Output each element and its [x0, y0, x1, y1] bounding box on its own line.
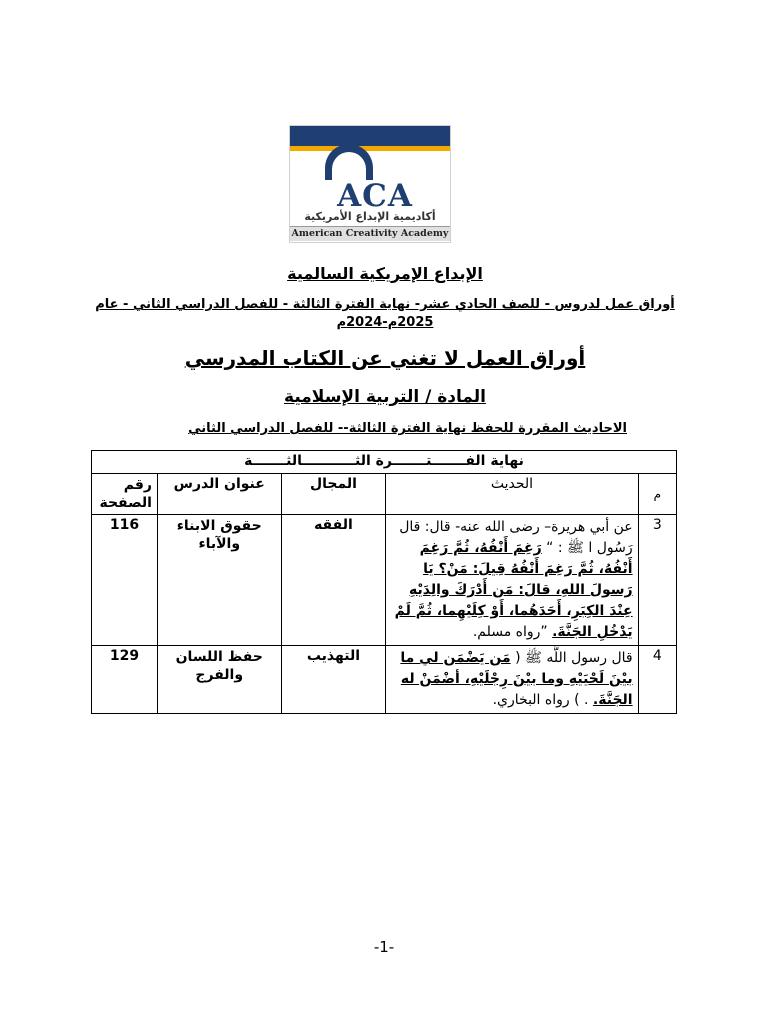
logo-english-name: American Creativity Academy	[291, 228, 449, 239]
lesson-title-cell: حفظ اللسان والفرج	[157, 646, 281, 714]
column-header-lesson-title: عنوان الدرس	[157, 474, 281, 515]
hadith-cell	[386, 515, 638, 646]
table-row	[92, 646, 677, 714]
table-banner: نهاية الفـــــــتـــــــرة الثـــــــــــالثـــــــة	[92, 451, 677, 474]
logo-top-band	[290, 126, 450, 146]
table-header-row	[92, 474, 677, 515]
logo-gold-stripe	[290, 146, 450, 151]
hadith-table	[91, 450, 677, 714]
table-banner-row	[92, 451, 677, 474]
hadith-source: ”رواه مسلم.	[472, 624, 548, 640]
column-header-page: رقم الصفحة	[92, 474, 158, 515]
column-header-hadith: الحديث	[386, 474, 638, 515]
page-cell: 116	[92, 515, 158, 646]
field-cell: التهذيب	[281, 646, 386, 714]
lesson-title-cell: حقوق الابناء والآباء	[157, 515, 281, 646]
hadith-intro: عن أبي هريرة– رضى الله عنه- قال: قال رَسُول ا ﷺ : “	[399, 519, 633, 556]
school-name: الإبداع الإمريكية السالمية	[287, 264, 483, 283]
column-header-field: المجال	[281, 474, 386, 515]
logo-letters: ACA	[337, 178, 413, 214]
row-number: 4	[638, 646, 676, 714]
table-row	[92, 515, 677, 646]
column-header-num: م	[638, 474, 676, 515]
page-number: -1-	[373, 938, 395, 956]
section-title: الاحاديث المقررة للحفظ نهاية الفترة الثالثة-- للفصل الدراسي الثاني	[188, 421, 627, 436]
page-cell: 129	[92, 646, 158, 714]
subject-title: المادة / التربية الإسلامية	[284, 387, 486, 407]
hadith-source: . ) رواه البخاري.	[492, 692, 589, 708]
hadith-intro: قال رسول اللَّه ﷺ (	[515, 650, 633, 666]
main-title: أوراق العمل لا تغني عن الكتاب المدرسي	[184, 346, 586, 370]
field-cell: الفقه	[281, 515, 386, 646]
worksheet-subtitle: أوراق عمل لدروس - للصف الحادي عشر- نهاية الفترة الثالثة - للفصل الدراسي الثاني - عام 2025م-2024م	[95, 297, 675, 330]
academy-logo	[289, 125, 451, 243]
logo-arabic-name: أكاديمية الإبداع الأمريكية	[304, 210, 436, 223]
hadith-text: رَغِمَ أَنْفُهُ، ثُمَّ رَغِمَ أَنْفُهُ، ثُمَّ رَغِمَ أَنْفُهُ قِيلَ: مَنْ؟ يَا رَسولَ اللهِ، قالَ: مَن أَدْرَكَ والِدَيْهِ عِنْدَ الكِبَرِ، أَحَدَهُما، أَوْ كِلَيْهِما، ثُمَّ لَمْ يَدْخُلِ الجَنَّةَ.	[394, 540, 633, 640]
row-number: 3	[638, 515, 676, 646]
hadith-text: مَن يَضْمَن لي ما بيْنَ لَحْيَيْهِ وما بيْنَ رِجْلَيْهِ، أضْمَنْ له الجَنَّةَ.	[400, 650, 633, 708]
hadith-cell	[386, 646, 638, 714]
